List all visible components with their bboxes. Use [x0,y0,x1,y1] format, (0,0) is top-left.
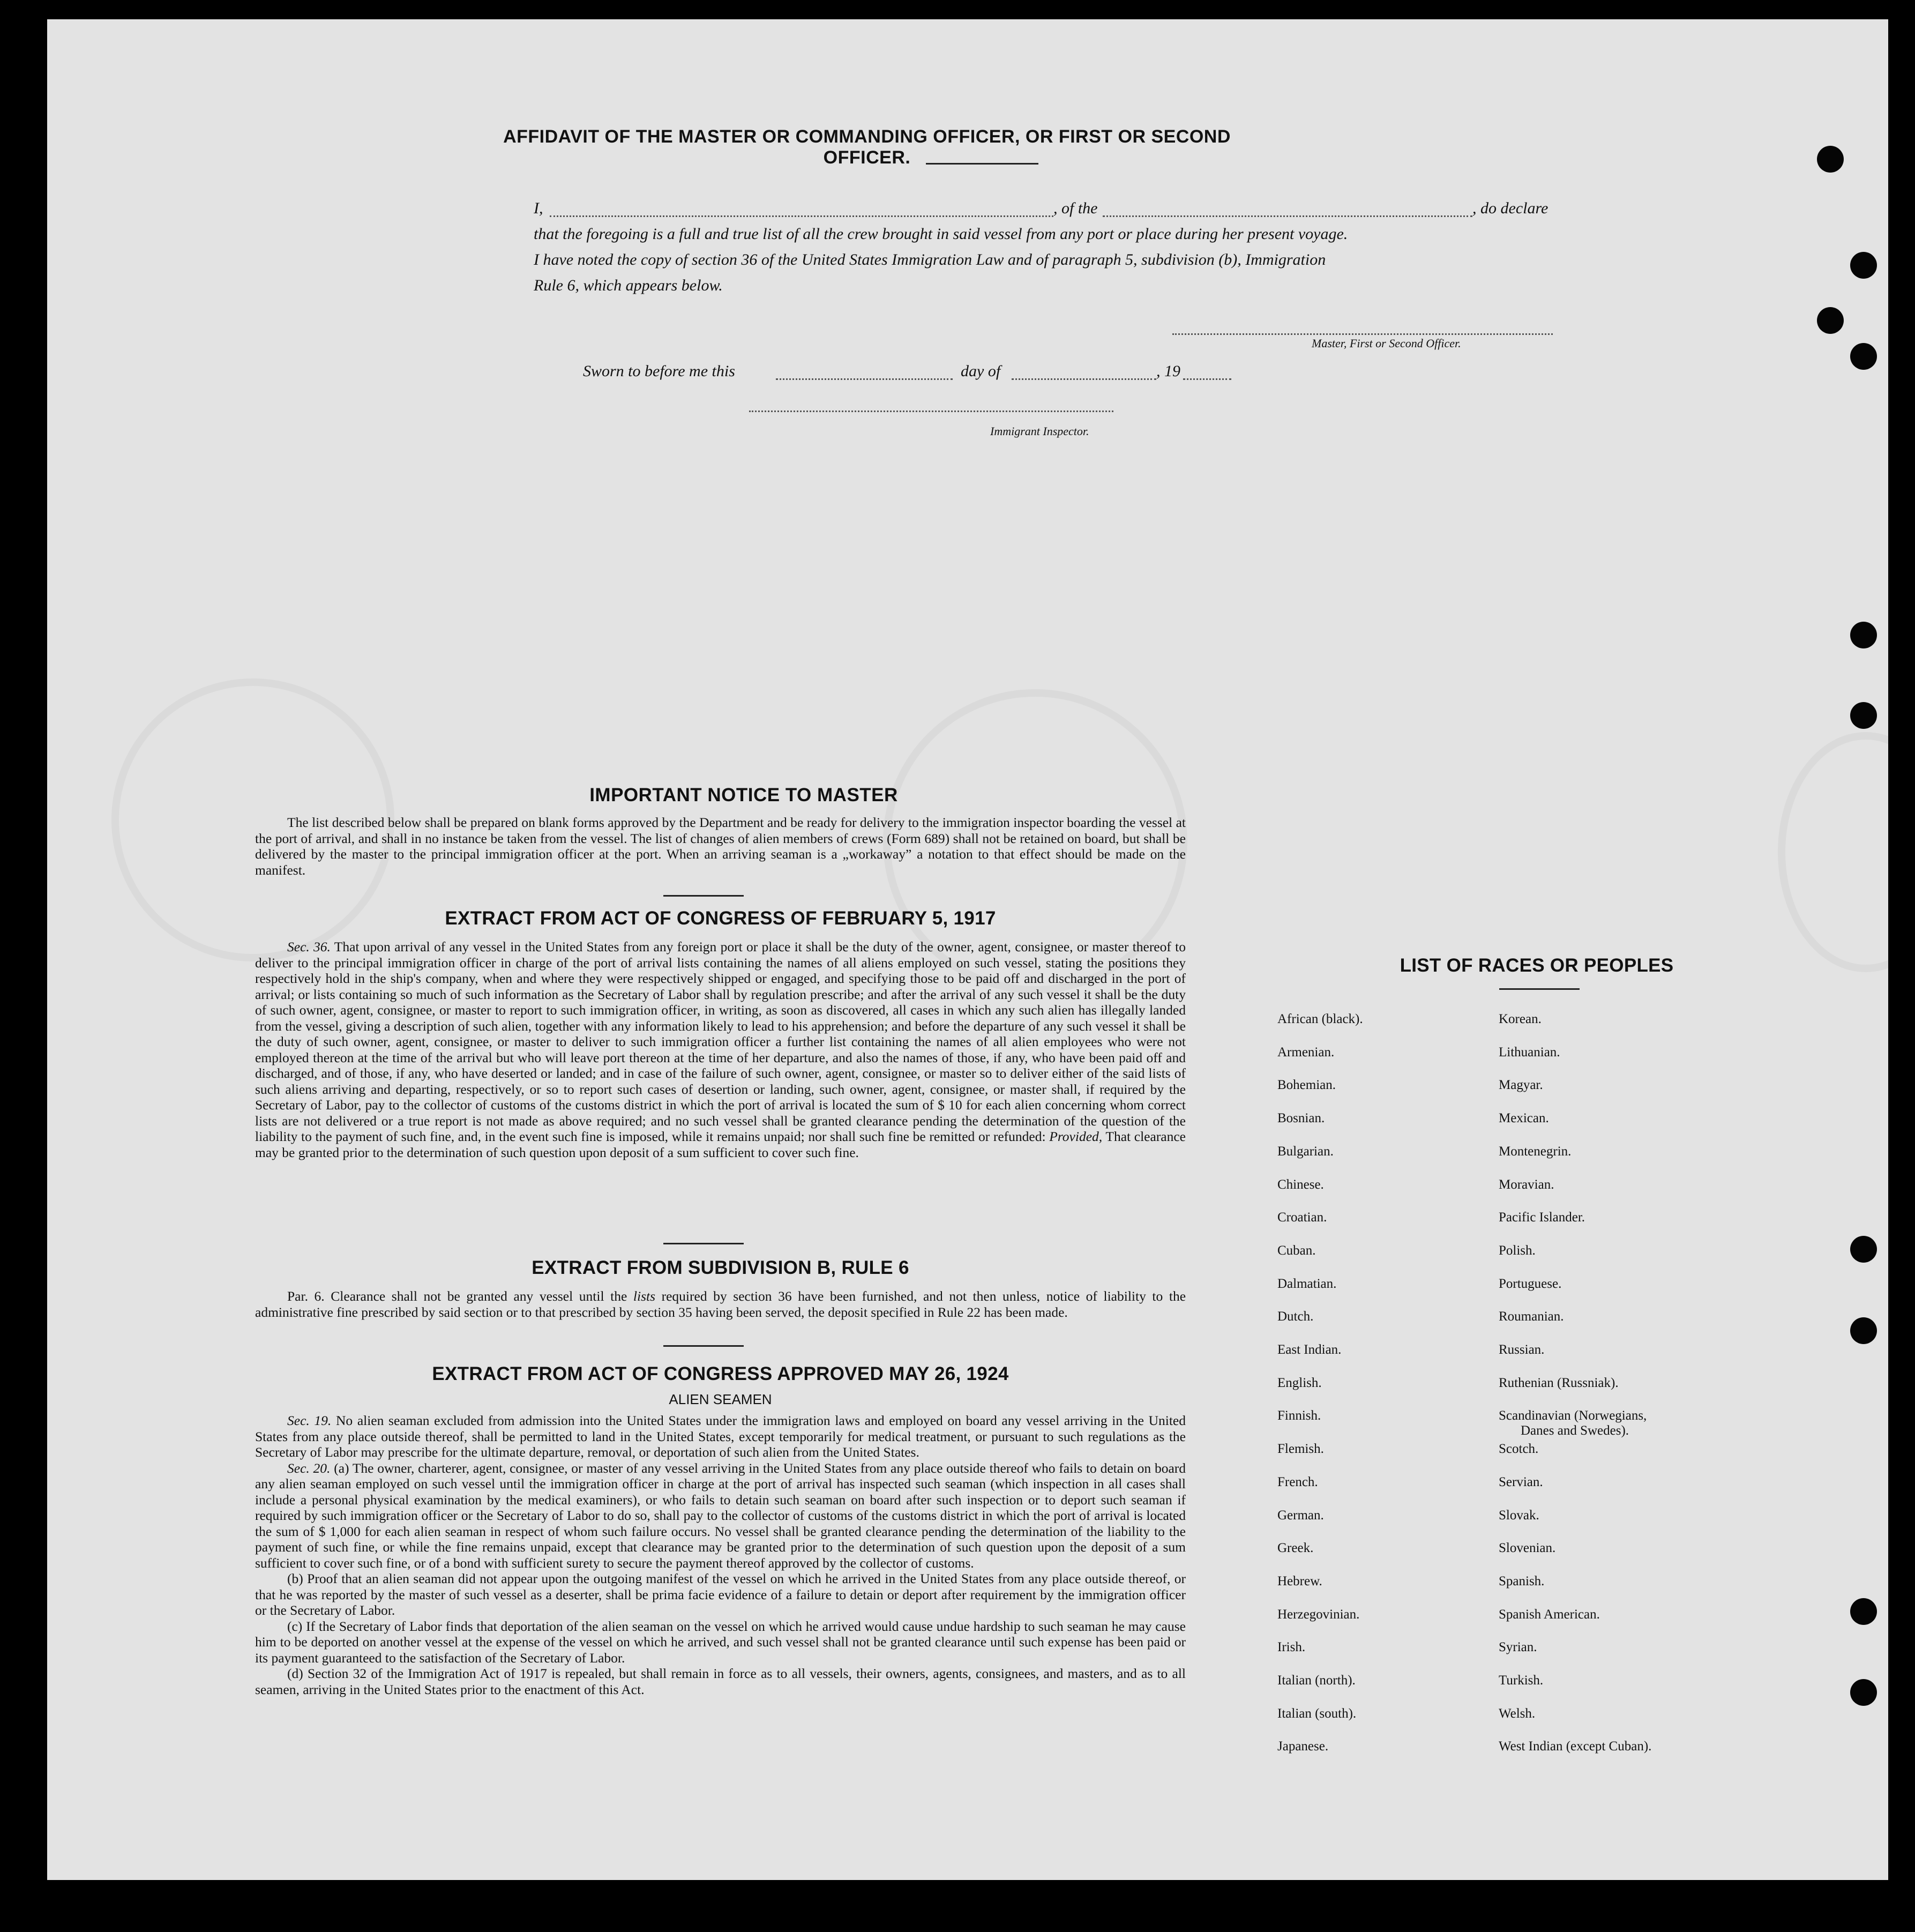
race-item: Greek. [1277,1541,1314,1556]
race-item: French. [1277,1474,1318,1489]
sworn-month-blank[interactable] [1012,378,1156,380]
affidavit-title-rule [926,163,1038,165]
race-item: Russian. [1499,1342,1545,1357]
rule6-title: EXTRACT FROM SUBDIVISION B, RULE 6 [532,1257,909,1278]
race-item: Welsh. [1499,1706,1536,1721]
race-item: Finnish. [1277,1408,1321,1423]
extract-1917-divider [663,1243,744,1244]
rule6-divider [663,1345,744,1347]
race-item: Slovak. [1499,1508,1539,1523]
rule6-text-b: required by section 36 have been furnished, and not then unless, notice of liability to the administrative fine prescribed by said section or to that prescribed by section 35 having been served, the deposit specified in Rule 22 has been made. [255,1288,1186,1320]
sec-20d-para: (d) Section 32 of the Immigration Act of 1917 is repealed, but shall remain in force as to all vessels, their owners, agents, consignees, and masters, and as to all seamen, arriving in the United States prior to the enactment of this Act. [255,1666,1186,1697]
sworn-year-blank[interactable] [1183,378,1231,380]
race-item: Ruthenian (Russniak). [1499,1375,1619,1390]
race-item: Japanese. [1277,1739,1329,1754]
race-item: Scandinavian (Norwegians, [1499,1408,1647,1423]
sec-19-label: Sec. 19. [287,1413,332,1428]
punch-hole [1850,1598,1877,1625]
inspector-signature-line[interactable] [749,411,1113,412]
race-item: East Indian. [1277,1342,1342,1357]
race-item: Scotch. [1499,1442,1539,1457]
rule6-body [255,1288,1186,1320]
sec-36-text-end: That clearance may be granted prior to the determination of such question upon deposit of a sum sufficient to cover such fine. [255,1129,1186,1160]
sec-20a-text: (a) The owner, charterer, agent, consignee, or master of any vessel arriving in the United States from any place outside thereof who fails to detain on board any alien seaman employed on such vessel until the immigration officer in charge at the port of arrival has inspected such seaman (which inspection in all cases shall include a personal physical examination by the medical examiners), or who fails to detain such seaman on board after such inspection or to deport such seaman if required by such immigration officer or the Secretary of Labor to do so, shall pay to the collector of customs of the customs district in which the port of arrival is located the sum of $ 1,000 for each alien seaman in respect of whom such failure occurs. No vessel shall be granted clearance pending the determination of the liability to the payment of such fine, or while the fine remains unpaid, except that clearance may be granted prior to the determination of such question upon the deposit of a sum sufficient to cover such fine, or of a bond with sufficient surety to secure the payment thereof approved by the collector of customs. [255,1460,1186,1571]
punch-hole [1850,702,1877,729]
race-item: Mexican. [1499,1111,1549,1126]
punch-hole [1817,146,1844,173]
extract-1924-body [255,1413,1186,1697]
punch-hole [1850,1317,1877,1344]
affidavit-line2: that the foregoing is a full and true list of all the crew brought in said vessel from any port or place during her present voyage. [534,225,1348,243]
sec-20a-para [255,1460,1186,1571]
affidavit-name-blank[interactable] [550,215,1053,217]
sec-19-para [255,1413,1186,1460]
race-item: Polish. [1499,1243,1536,1258]
race-item: Bohemian. [1277,1078,1336,1093]
rule6-lists: lists [633,1288,656,1304]
master-signature-line[interactable] [1172,333,1553,335]
race-item: Spanish. [1499,1573,1545,1588]
punch-hole [1850,1679,1877,1706]
notice-body: The list described below shall be prepared on blank forms approved by the Department and be ready for delivery to the immigration inspector boarding the vessel at the port of arrival, and shall in no instance be taken from the vessel. The list of changes of alien members of crews (Form 689) shall not be retained on board, but shall be delivered by the master to the principal immigration officer at the port. When an arriving seaman is a „workaway” a notation to that effect should be made on the manifest. [255,815,1186,878]
race-item: Turkish. [1499,1673,1544,1688]
sworn-year: , 19 [1156,362,1180,380]
sworn-day-blank[interactable] [776,378,953,380]
races-divider [1499,988,1580,990]
race-item: Magyar. [1499,1078,1543,1093]
race-item: Flemish. [1277,1442,1324,1457]
affidavit-do-declare: , do declare [1472,199,1549,217]
race-item: Montenegrin. [1499,1144,1572,1159]
race-item: Korean. [1499,1012,1542,1026]
extract-1917-title: EXTRACT FROM ACT OF CONGRESS OF FEBRUARY 5, 1917 [445,908,996,929]
affidavit-line4: Rule 6, which appears below. [534,277,723,294]
race-item: Slovenian. [1499,1541,1556,1556]
extract-1917-body [255,939,1186,1160]
race-item: Spanish American. [1499,1607,1600,1622]
race-item: Italian (north). [1277,1673,1356,1688]
punch-hole [1817,307,1844,334]
race-item: Pacific Islander. [1499,1210,1585,1225]
race-item: Dutch. [1277,1309,1314,1324]
race-item-continuation: Danes and Swedes). [1521,1423,1629,1438]
race-item: Italian (south). [1277,1706,1357,1721]
notice-divider [663,895,744,897]
race-item: Bulgarian. [1277,1144,1334,1159]
affidavit-i: I, [534,199,543,217]
punch-hole [1850,622,1877,648]
race-item: Bosnian. [1277,1111,1325,1126]
punch-hole [1850,252,1877,279]
inspector-label: Immigrant Inspector. [990,424,1089,438]
sec-36-label: Sec. 36. [287,939,331,954]
document-sheet [47,19,1888,1880]
punch-hole [1850,1236,1877,1263]
race-item: Cuban. [1277,1243,1316,1258]
extract-1924-subtitle: ALIEN SEAMEN [669,1391,772,1407]
race-item: Herzegovinian. [1277,1607,1360,1622]
race-item: Armenian. [1277,1045,1335,1060]
race-item: Moravian. [1499,1177,1554,1192]
race-item: African (black). [1277,1012,1363,1026]
affidavit-line3: I have noted the copy of section 36 of the United States Immigration Law and of paragraph 5, subdivision (b), Immigration [534,251,1326,268]
affidavit-title: AFFIDAVIT OF THE MASTER OR COMMANDING OFFICER, OR FIRST OR SECOND OFFICER. [503,126,1231,168]
sworn-text: Sworn to before me this [583,362,735,380]
race-item: West Indian (except Cuban). [1499,1739,1652,1754]
races-title: LIST OF RACES OR PEOPLES [1400,955,1674,976]
race-item: Roumanian. [1499,1309,1564,1324]
punch-hole [1850,343,1877,370]
race-item: Irish. [1277,1640,1306,1655]
sec-20-label: Sec. 20. [287,1460,331,1476]
master-signature-label: Master, First or Second Officer. [1312,337,1461,350]
sec-20c-para: (c) If the Secretary of Labor finds that deportation of the alien seaman on the vessel on which he arrived would cause undue hardship to such seaman he may cause him to be deported on another vessel at the expense of the vessel on which he arrived, and such vessel shall not be granted clearance until such expense has been paid or its payment guaranteed to the satisfaction of the Secretary of Labor. [255,1618,1186,1666]
race-item: English. [1277,1375,1322,1390]
stamp-ghost-right [1778,732,1888,972]
race-item: German. [1277,1508,1324,1523]
race-item: Portuguese. [1499,1276,1562,1291]
sworn-day-of: day of [961,362,1001,380]
sec-36-text: That upon arrival of any vessel in the United States from any foreign port or place it shall be the duty of the owner, agent, consignee, or master thereof to deliver to the principal immigration officer in charge of the port of arrival lists containing the names of all aliens employed on such vessel, stating the positions they respectively hold in the ship's company, when and where they were respectively shipped or engaged, and specifying those to be paid off and discharged in the port of arrival; or lists containing so much of such information as the Secretary of Labor shall by regulation prescribe; and after the arrival of any such vessel it shall be the duty of such owner, agent, consignee, or master to report to such immigration officer, in writing, as soon as discovered, all cases in which any such alien has illegally landed from the vessel, giving a description of such alien, together with any information likely to lead to his apprehension; and before the departure of any such vessel it shall be the duty of such owner, agent, consignee, or master to deliver to such immigration officer a further list containing the names of all alien employees who were not employed thereon at the time of the arrival but who will leave port thereon at the time of her departure, and also the names of those, if any, who have been paid off and discharged, and of those, if any, who have deserted or landed; and in case of the failure of such owner, agent, consignee, or master so to deliver either of the said lists of such aliens arriving and departing, respectively, or so to report such cases of desertion or landing, such owner, agent, consignee, or master shall, if required by the Secretary of Labor, pay to the collector of customs of the customs district in which the port of arrival is located the sum of $ 10 for each alien concerning whom correct lists are not delivered or a true report is not made as above required; and no such vessel shall be granted clearance pending the determination of the question of the liability to the payment of such fine, and, in the event such fine is imposed, while it remains unpaid; nor shall such fine be remitted or refunded: [255,939,1186,1144]
notice-title: IMPORTANT NOTICE TO MASTER [589,785,898,805]
sec-20b-para: (b) Proof that an alien seaman did not appear upon the outgoing manifest of the vessel on which he arrived in the United States from any place outside thereof, or that he was reported by the master of such vessel as a deserter, shall be prima facie evidence of a failure to detain or deport after requirement by the immigration officer or the Secretary of Labor. [255,1571,1186,1618]
race-item: Lithuanian. [1499,1045,1560,1060]
race-item: Dalmatian. [1277,1276,1337,1291]
extract-1924-title: EXTRACT FROM ACT OF CONGRESS APPROVED MAY 26, 1924 [432,1363,1009,1384]
race-item: Chinese. [1277,1177,1324,1192]
provided-label: Provided, [1049,1129,1103,1144]
race-item: Croatian. [1277,1210,1327,1225]
race-item: Hebrew. [1277,1573,1322,1588]
race-item: Syrian. [1499,1640,1537,1655]
affidavit-vessel-blank[interactable] [1103,215,1472,217]
rule6-text-a: Par. 6. Clearance shall not be granted any vessel until the [287,1288,627,1304]
race-item: Servian. [1499,1474,1543,1489]
affidavit-of-the: , of the [1053,199,1098,217]
sec-19-text: No alien seaman excluded from admission into the United States under the immigration laws and employed on board any vessel arriving in the United States from any place outside thereof, shall be permitted to land in the United States, except temporarily for medical treatment, or pursuant to such regulations as the Secretary of Labor may prescribe for the ultimate departure, removal, or deportation of such alien from the United States. [255,1413,1186,1460]
